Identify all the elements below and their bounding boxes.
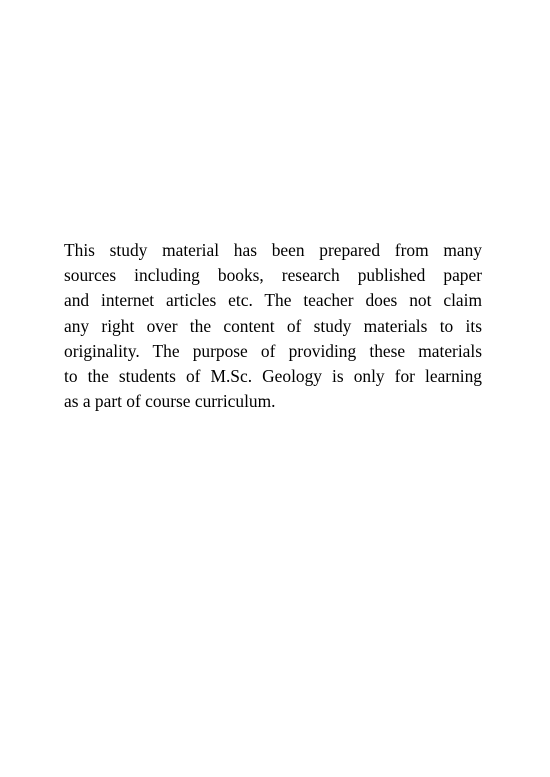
disclaimer-paragraph (64, 238, 482, 414)
disclaimer-line: sources including books, research published paper (64, 265, 482, 286)
disclaimer-line: to the students of M.Sc. Geology is only for learning (64, 366, 482, 387)
disclaimer-line: any right over the content of study materials to its (64, 315, 482, 336)
disclaimer-line: This study material has been prepared from many (64, 240, 482, 260)
disclaimer-line: originality. The purpose of providing these materials (64, 340, 482, 361)
disclaimer-line: and internet articles etc. The teacher does not claim (64, 290, 482, 311)
disclaimer-line: as a part of course curriculum. (64, 391, 276, 412)
